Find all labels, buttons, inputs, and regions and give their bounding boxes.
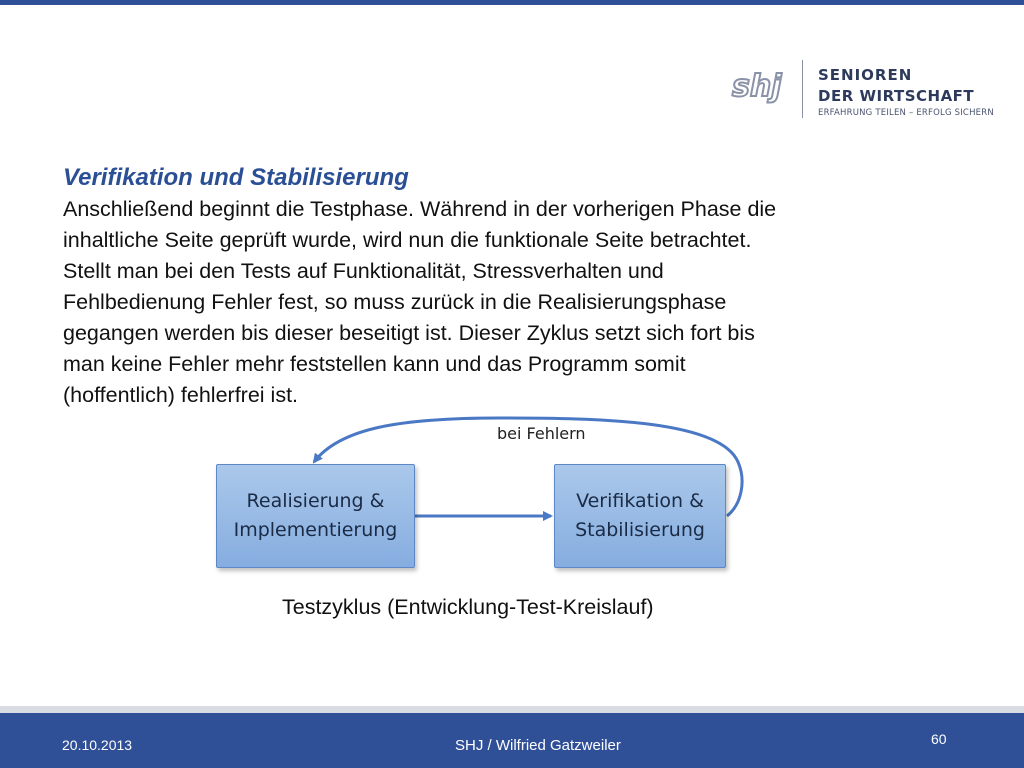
stage-box-verifikation xyxy=(554,464,726,568)
box-label: Implementierung xyxy=(233,519,398,541)
paragraph-line: gegangen werden bis dieser beseitigt ist. Dieser Zyklus setzt sich fort bis xyxy=(63,321,755,345)
logo-text-line1: SENIOREN xyxy=(818,66,913,84)
box-label: Verifikation & xyxy=(576,490,704,512)
logo-tagline: ERFAHRUNG TEILEN – ERFOLG SICHERN xyxy=(818,108,994,118)
paragraph-line: inhaltliche Seite geprüft wurde, wird nun die funktionale Seite betrachtet. xyxy=(63,228,752,252)
diagram-caption: Testzyklus (Entwicklung-Test-Kreislauf) xyxy=(282,595,654,619)
logo-text-line2: DER WIRTSCHAFT xyxy=(818,87,975,105)
loop-label: bei Fehlern xyxy=(497,424,586,443)
paragraph-line: Stellt man bei den Tests auf Funktionalität, Stressverhalten und xyxy=(63,259,664,283)
paragraph-line: (hoffentlich) fehlerfrei ist. xyxy=(63,383,299,407)
paragraph-line: Anschließend beginnt die Testphase. Während in der vorherigen Phase die xyxy=(63,197,777,221)
footer-separator xyxy=(0,706,1024,713)
paragraph-line: man keine Fehler mehr feststellen kann und das Programm somit xyxy=(63,352,686,376)
box-label: Stabilisierung xyxy=(575,519,705,541)
footer-author: SHJ / Wilfried Gatzweiler xyxy=(455,737,621,754)
box-label: Realisierung & xyxy=(246,490,385,512)
page-number: 60 xyxy=(931,731,947,747)
paragraph-line: Fehlbedienung Fehler fest, so muss zurück in die Realisierungsphase xyxy=(63,290,727,314)
stage-box-realisierung xyxy=(216,464,415,568)
slide-title: Verifikation und Stabilisierung xyxy=(63,164,409,191)
footer-date: 20.10.2013 xyxy=(62,737,133,753)
svg-text:shj: shj xyxy=(732,69,782,104)
